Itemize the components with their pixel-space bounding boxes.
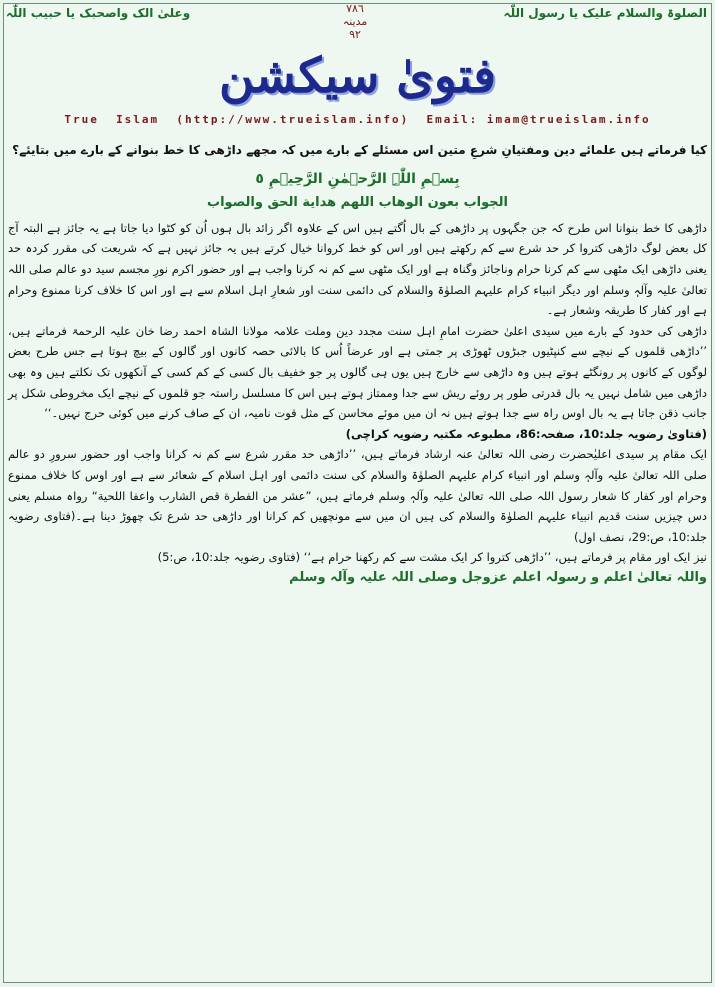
header-left-blessing: وعلیٰ الک واصحبک یا حبیب اللّٰہ [6, 6, 191, 20]
header-right-blessing: الصلوۃ والسلام علیک یا رسول اللّٰہ [503, 6, 707, 20]
header-number-786: ٧٨٦ [346, 2, 364, 15]
closing-line: واللہ تعالیٰ اعلم و رسولہ اعلم عزوجل وصلی اللہ علیہ وآلہ وسلم [289, 569, 707, 585]
paragraph-2: داڑھی کی حدود کے بارے میں سیدی اعلیٰ حضرت امامِ اہل سنت مجدد دین وملت علامہ مولانا الشاہ احمد رضا خان علیہ الرحمۃ فرماتے ہیں، ’’داڑھی قلموں کے نیچے سے کنپٹیوں جبڑوں ٹھوڑی پر جمتی ہے اور عرضاً اُس کا بالائی حصہ کانوں اور گالوں کے بیچ ہوتا ہے جس طرح بعض لوگوں کے کانوں پر رونگٹے ہوتے ہیں وہ داڑھی سے خارج ہیں یوں ہی گالوں پر جو خفیف بال کسی کے کم کسی کے آنکھوں تک نکلتے ہیں وہ بھی داڑھی میں شامل نہیں یہ بال قدرتی طور پر روئے ریش سے جدا وممتاز ہوتے ہیں اس کا مسلسل راستہ جو قلموں کے نیچے ایک مخروطی شکل پر جانب ذقن جاتا ہے یہ بال اوس راہ سے جدا ہوتے ہیں نہ ان میں موئے محاسن کے مثل قوت نامیہ، ان کے صاف کرنے میں کوئی حرج نہیں۔‘‘ [8, 323, 707, 421]
paragraph-1: داڑھی کا خط بنوانا اس طرح کہ جن جگہوں پر داڑھی کے بال اُگتے ہیں اس کے علاوہ اگر زائد بال ہوں اُن کو کٹوا دیا جاتا ہے یہ جائز ہے البتہ آج کل بعض لوگ داڑھی کتروا کر حد شرع سے کم رکھتے ہیں اور اس کو خط کروانا خیال کرتے ہیں یہ جائز نہیں ہے کہ شریعت کی مقرر کردہ حد یعنی داڑھی ایک مٹھی سے کم کرنا حرام وناجائز وگناہ ہے اور ایک مٹھی سے کم نہ کرنا واجب ہے اور حضور اکرم نورِ مجسم سید دو عالم صلی اللہ تعالیٰ علیہ وآلہٖ وسلم اور دیگر انبیاء کرام علیہم الصلوٰۃ والسلام کی دائمی سنت اور شعارِ اہل اسلام سے ہے اور اس کا خلاف کرنا ممنوع وحرام ہے اور کفار کا طریقہ وشعار ہے۔ [8, 220, 707, 318]
reference-1: (فتاویٰ رضویہ جلد:10، صفحہ:86، مطبوعہ مکتبہ رضویہ کراچی) [345, 426, 707, 441]
page-title: فتویٰ سیکشن [218, 48, 497, 104]
header-madina: مدینہ [342, 15, 368, 28]
answer-body [8, 218, 707, 589]
header-number-92: ٩٢ [349, 28, 361, 41]
header-center-mark [330, 2, 380, 41]
answer-heading: الجواب بعون الوهاب اللهم هداية الحق والصواب [207, 195, 508, 211]
fatwa-content [8, 140, 707, 588]
paragraph-4: نیز ایک اور مقام پر فرماتے ہیں، ’’داڑھی کتروا کر ایک مشت سے کم رکھنا حرام ہے‘‘ (فتاوی رضویہ جلد:10، ص:5) [157, 550, 707, 565]
contact-line: True Islam (http://www.trueislam.info) Email: imam@trueislam.info [64, 113, 651, 126]
paragraph-3: ایک مقام پر سیدی اعلیٰحضرت رضی اللہ تعالیٰ عنہ ارشاد فرماتے ہیں، ’’داڑھی حد مقرر شرع سے کم نہ کرانا واجب اور حضور سرورِ دو عالم صلی اللہ تعالیٰ علیہ وآلہٖ وسلم اور انبیاء کرام علیہم الصلوٰۃ والسلام کی سنت دائمی اور اہل اسلام کے شعائر سے ہے اور اوس کا خلاف ممنوع وحرام اور کفار کا شعار رسول اللہ صلی اللہ تعالیٰ علیہ وآلہٖ وسلم فرماتے ہیں، ”عشر من الفطرة قص الشارب واعفا اللحية“ رواہ مسلم یعنی دس چیزیں سنت قدیم انبیاء علیہم الصلوٰۃ والسلام کی ہیں ان میں سے مونچھیں کم کرانا اور داڑھی حد شرع تک چھوڑ دینا ہے۔(فتاوی رضویہ جلد:10، ص:29، نصف اول) [8, 447, 707, 544]
bismillah: بِسۡمِ اللّٰہِ الرَّحۡمٰنِ الرَّحِیۡمِ ٥ [255, 170, 460, 187]
question-text: کیا فرماتے ہیں علمائے دین ومفتیانِ شرعِ متین اس مسئلے کے بارے میں کہ مجھے داڑھی کا خط بنوانے کے بارے میں بتایئے؟ [12, 143, 707, 157]
